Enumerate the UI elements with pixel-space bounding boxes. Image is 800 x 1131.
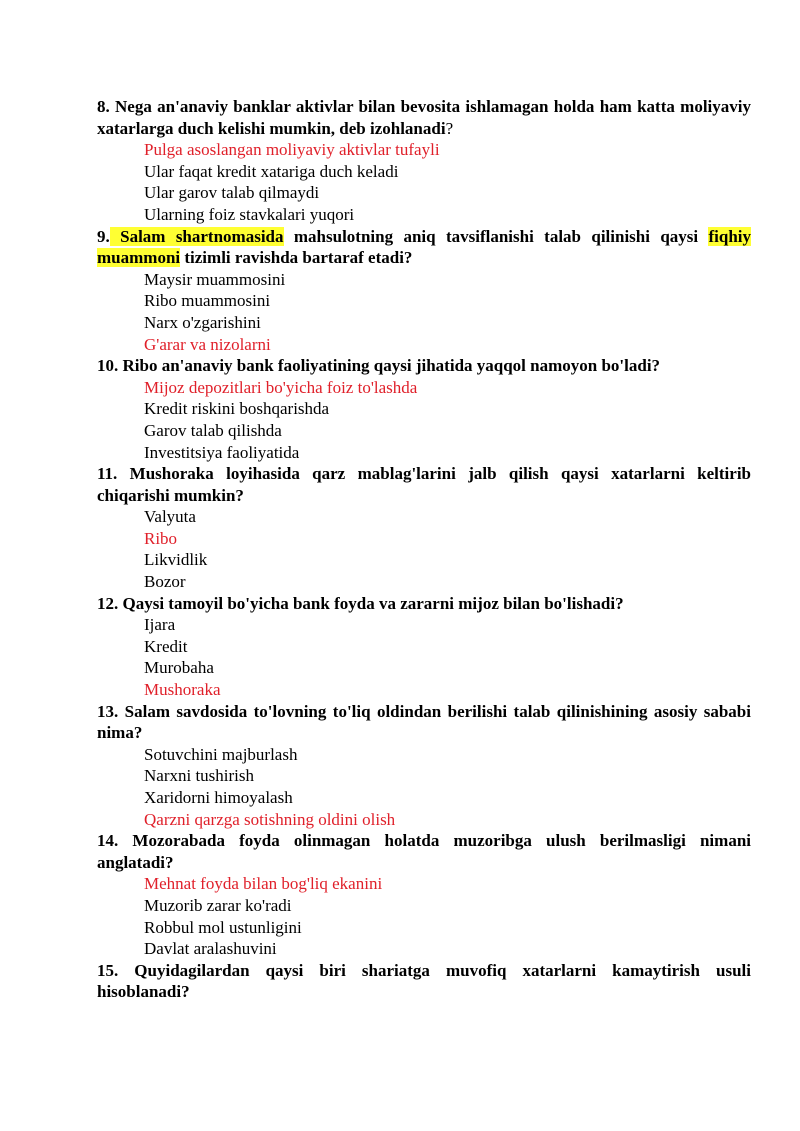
- answer-option-correct: Ribo: [144, 528, 178, 548]
- highlighted-text: fiqhiy muammoni: [97, 226, 752, 268]
- answer-option: Narx o'zgarishini: [144, 312, 261, 332]
- answer-options: [97, 377, 751, 463]
- answer-option: Kredit riskini boshqarishda: [144, 399, 330, 419]
- question-14: [97, 830, 751, 960]
- answer-option: Likvidlik: [144, 550, 208, 570]
- answer-option-correct: G'arar va nizolarni: [144, 334, 271, 354]
- answer-option: Garov talab qilishda: [144, 420, 282, 440]
- question-10: [97, 355, 751, 463]
- answer-option-correct: Pulga asoslangan moliyaviy aktivlar tufayli: [144, 140, 440, 160]
- answer-options: [97, 614, 751, 700]
- question-text: 12. Qaysi tamoyil bo'yicha bank foyda va zararni mijoz bilan bo'lishadi?: [97, 593, 624, 613]
- answer-option: Ijara: [144, 615, 176, 635]
- question-9: [97, 226, 751, 356]
- answer-options: [97, 506, 751, 592]
- question-text: 8. Nega an'anaviy banklar aktivlar bilan bevosita ishlamagan holda ham katta moliyaviy xatarlarga duch kelishi mumkin, deb izohlanadi?: [97, 97, 751, 138]
- answer-options: [97, 873, 751, 959]
- answer-option: Sotuvchini majburlash: [144, 744, 298, 764]
- answer-option: Murobaha: [144, 658, 214, 678]
- question-text: 13. Salam savdosida to'lovning to'liq oldindan berilishi talab qilinishining asosiy sababi nima?: [97, 701, 751, 743]
- question-text: 14. Mozorabada foyda olinmagan holatda muzoribga ulush berilmasligi nimani anglatadi?: [97, 831, 751, 872]
- highlighted-text: Salam shartnomasida: [109, 226, 284, 246]
- answer-option: Ribo muammosini: [144, 291, 271, 311]
- answer-options: [97, 139, 751, 225]
- question-13: [97, 701, 751, 831]
- question-text: 11. Mushoraka loyihasida qarz mablag'larini jalb qilish qaysi xatarlarni keltirib chiqarishi mumkin?: [97, 464, 751, 505]
- document-page: [97, 96, 751, 1003]
- answer-option-correct: Mushoraka: [144, 680, 221, 700]
- answer-option: Maysir muammosini: [144, 269, 286, 289]
- question-text: 15. Quyidagilardan qaysi biri shariatga muvofiq xatarlarni kamaytirish usuli hisoblanadi?: [97, 960, 751, 1002]
- answer-option: Valyuta: [144, 507, 196, 527]
- answer-option: Ularning foiz stavkalari yuqori: [144, 204, 355, 224]
- answer-option-correct: Qarzni qarzga sotishning oldini olish: [144, 809, 396, 829]
- question-15: [97, 960, 751, 1003]
- answer-option: Muzorib zarar ko'radi: [144, 895, 292, 915]
- answer-option: Bozor: [144, 572, 186, 592]
- answer-option: Xaridorni himoyalash: [144, 788, 293, 807]
- answer-option: Investitsiya faoliyatida: [144, 442, 300, 462]
- question-12: [97, 593, 751, 701]
- question-text: 9. Salam shartnomasida mahsulotning aniq tavsiflanishi talab qilinishi qaysi fiqhiy muammoni tizimli ravishda bartaraf etadi?: [97, 226, 752, 268]
- answer-option: Davlat aralashuvini: [144, 939, 277, 959]
- answer-option: Robbul mol ustunligini: [144, 917, 302, 937]
- answer-options: [97, 744, 751, 830]
- question-text: 10. Ribo an'anaviy bank faoliyatining qaysi jihatida yaqqol namoyon bo'ladi?: [97, 356, 661, 376]
- answer-option: Narxni tushirish: [144, 766, 255, 786]
- answer-option-correct: Mijoz depozitlari bo'yicha foiz to'lashda: [144, 377, 418, 397]
- answer-option: Ular faqat kredit xatariga duch keladi: [144, 161, 399, 181]
- answer-option: Kredit: [144, 636, 188, 656]
- answer-option: Ular garov talab qilmaydi: [144, 183, 320, 203]
- answer-option-correct: Mehnat foyda bilan bog'liq ekanini: [144, 874, 383, 894]
- question-11: [97, 463, 751, 593]
- answer-options: [97, 269, 751, 355]
- question-8: [97, 96, 751, 226]
